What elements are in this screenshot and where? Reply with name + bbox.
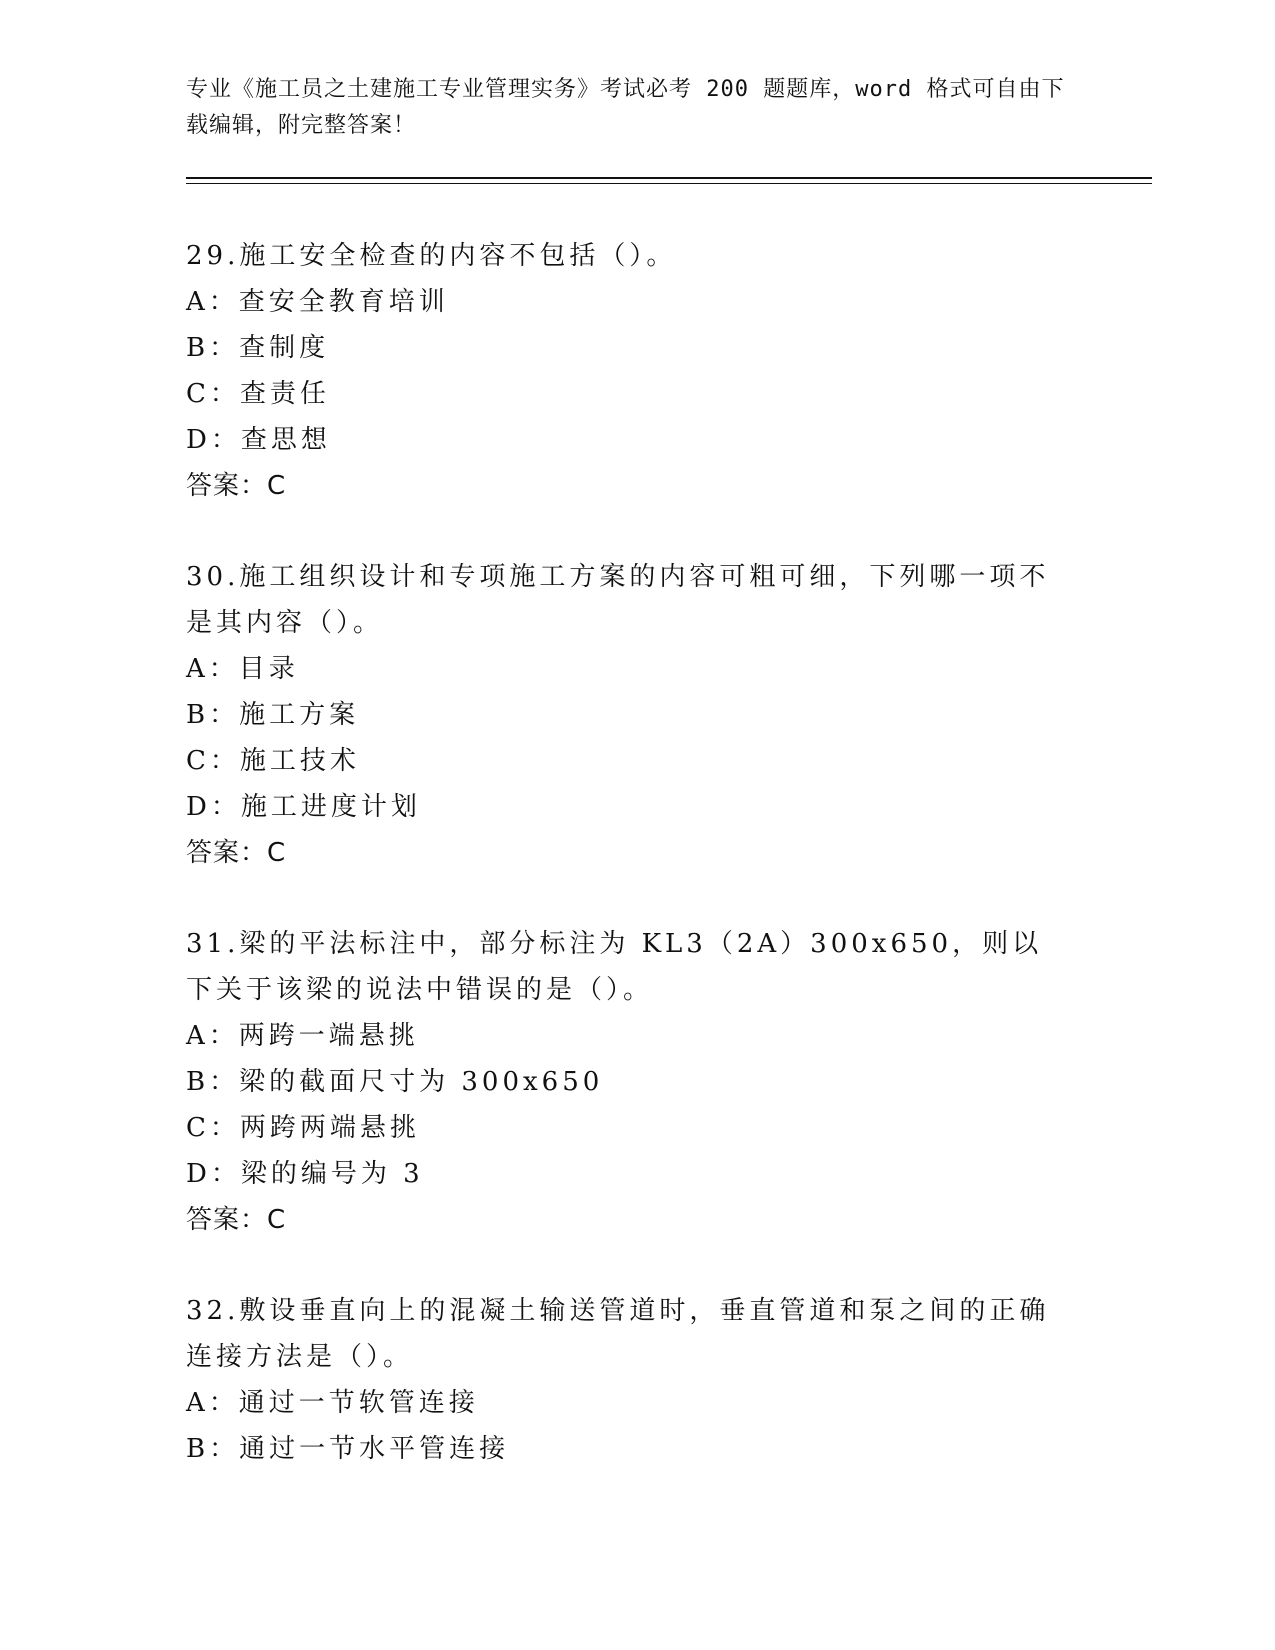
option-a: A：目录 — [186, 654, 299, 684]
question-stem: 31.梁的平法标注中，部分标注为 KL3（2A）300x650，则以下关于该梁的说法中错误的是（）。 — [186, 929, 1043, 1005]
option-b: B：梁的截面尺寸为 300x650 — [186, 1067, 604, 1097]
option-c: C：两跨两端悬挑 — [186, 1113, 420, 1143]
answer-line: 答案：C — [186, 838, 287, 868]
answer-line: 答案：C — [186, 1205, 287, 1235]
option-a: A：通过一节软管连接 — [186, 1388, 479, 1418]
header-divider-thin — [186, 183, 1152, 184]
option-a: A：查安全教育培训 — [186, 287, 449, 317]
option-d: D：梁的编号为 3 — [186, 1159, 424, 1189]
option-b: B：施工方案 — [186, 700, 360, 730]
question-29 — [186, 233, 1086, 509]
question-stem: 30.施工组织设计和专项施工方案的内容可粗可细，下列哪一项不是其内容（）。 — [186, 562, 1050, 638]
option-c: C：查责任 — [186, 379, 330, 409]
question-32 — [186, 1288, 1086, 1472]
option-a: A：两跨一端悬挑 — [186, 1021, 419, 1051]
option-d: D：施工进度计划 — [186, 792, 421, 822]
answer-line: 答案：C — [186, 471, 287, 501]
option-d: D：查思想 — [186, 425, 331, 455]
option-b: B：通过一节水平管连接 — [186, 1434, 510, 1464]
question-stem: 29.施工安全检查的内容不包括（）。 — [186, 241, 677, 271]
question-30 — [186, 554, 1086, 876]
question-31 — [186, 921, 1086, 1243]
option-c: C：施工技术 — [186, 746, 360, 776]
question-list — [186, 233, 1086, 1517]
option-b: B：查制度 — [186, 333, 330, 363]
header-divider-thick — [186, 177, 1152, 179]
question-stem: 32.敷设垂直向上的混凝土输送管道时，垂直管道和泵之间的正确连接方法是（）。 — [186, 1296, 1050, 1372]
document-header: 专业《施工员之土建施工专业管理实务》考试必考 200 题题库，word 格式可自由下载编辑，附完整答案！ — [186, 77, 1065, 138]
